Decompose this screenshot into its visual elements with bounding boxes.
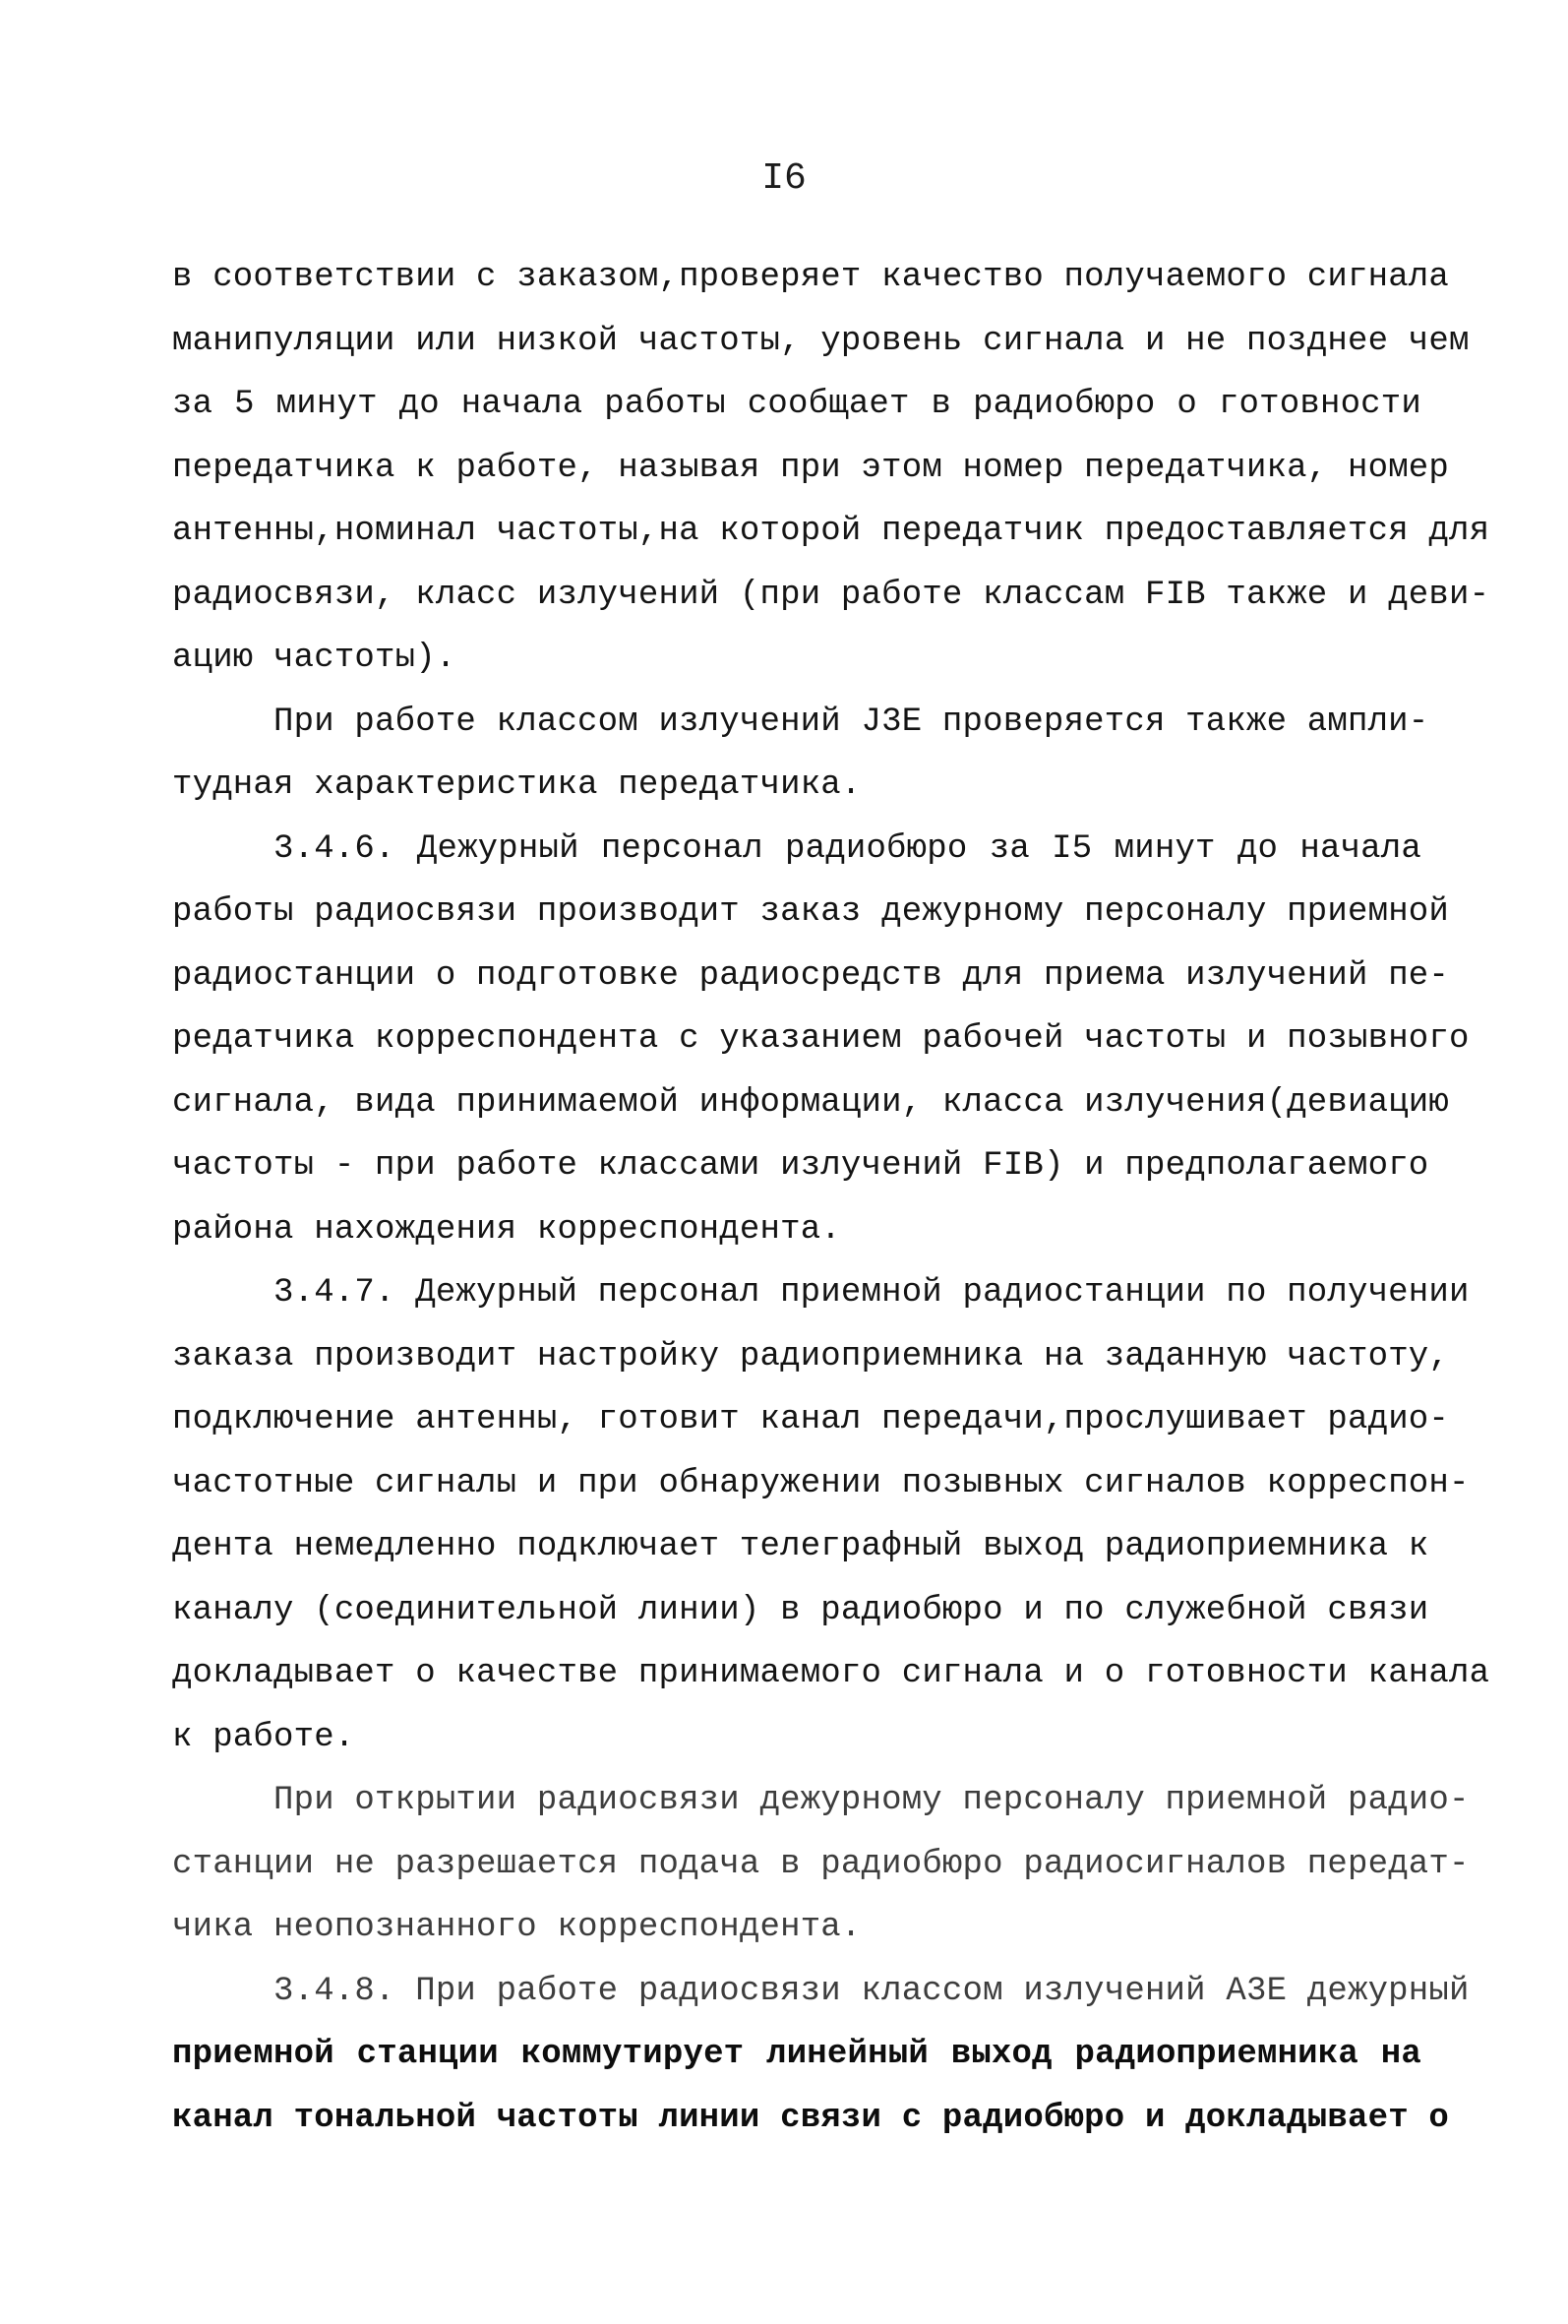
text-line: каналу (соединительной линии) в радиобюро и по служебной связи	[172, 1591, 1429, 1629]
body-text	[172, 246, 1490, 2150]
paragraph-3-4-8-heading-line: 3.4.8. При работе радиосвязи классом излучений A3E дежурный	[273, 1972, 1470, 2010]
text-line: в соответствии с заказом,проверяет качество получаемого сигнала	[172, 259, 1450, 296]
text-line: антенны,номинал частоты,на которой передатчик предоставляется для	[172, 513, 1490, 550]
text-line: за 5 минут до начала работы сообщает в радиобюро о готовности	[172, 386, 1421, 423]
text-line: манипуляции или низкой частоты, уровень сигнала и не позднее чем	[172, 322, 1470, 360]
text-line: дента немедленно подключает телеграфный выход радиоприемника к	[172, 1528, 1429, 1565]
text-line: ацию частоты).	[172, 640, 456, 677]
text-line: При открытии радиосвязи дежурному персоналу приемной радио-	[273, 1782, 1470, 1819]
paragraph-3-4-7-heading-line: 3.4.7. Дежурный персонал приемной радиостанции по получении	[273, 1274, 1470, 1312]
text-line: приемной станции коммутирует линейный выход радиоприемника на	[172, 2036, 1421, 2073]
text-line: При работе классом излучений J3E проверяется также ампли-	[273, 703, 1429, 741]
page-number: I6	[761, 157, 807, 200]
text-line: работы радиосвязи производит заказ дежурному персоналу приемной	[172, 893, 1450, 931]
text-line: района нахождения корреспондента.	[172, 1210, 841, 1249]
text-line: радиостанции о подготовке радиосредств для приема излучений пе-	[172, 956, 1450, 995]
text-line: тудная характеристика передатчика.	[172, 766, 862, 804]
paragraph-3-4-6-heading-line: 3.4.6. Дежурный персонал радиобюро за I5 минут до начала	[273, 829, 1421, 868]
text-line: передатчика к работе, называя при этом номер передатчика, номер	[172, 449, 1450, 487]
text-line: редатчика корреспондента с указанием рабочей частоты и позывного	[172, 1020, 1470, 1058]
text-line: сигнала, вида принимаемой информации, класса излучения(девиацию	[172, 1083, 1450, 1122]
text-line: чика неопознанного корреспондента.	[172, 1909, 862, 1946]
text-line: частотные сигналы и при обнаружении позывных сигналов корреспон-	[172, 1464, 1470, 1502]
text-line: радиосвязи, класс излучений (при работе классам FIB также и деви-	[172, 576, 1490, 614]
text-line: частоты - при работе классами излучений FIB) и предполагаемого	[172, 1147, 1429, 1185]
text-line: подключение антенны, готовит канал передачи,прослушивает радио-	[172, 1401, 1450, 1438]
text-line: заказа производит настройку радиоприемника на заданную частоту,	[172, 1337, 1450, 1376]
text-line: канал тональной частоты линии связи с радиобюро и докладывает о	[172, 2099, 1450, 2137]
text-line: станции не разрешается подача в радиобюро радиосигналов передат-	[172, 1845, 1470, 1883]
text-line: к работе.	[172, 1718, 355, 1756]
text-line: докладывает о качестве принимаемого сигнала и о готовности канала	[172, 1655, 1490, 1692]
